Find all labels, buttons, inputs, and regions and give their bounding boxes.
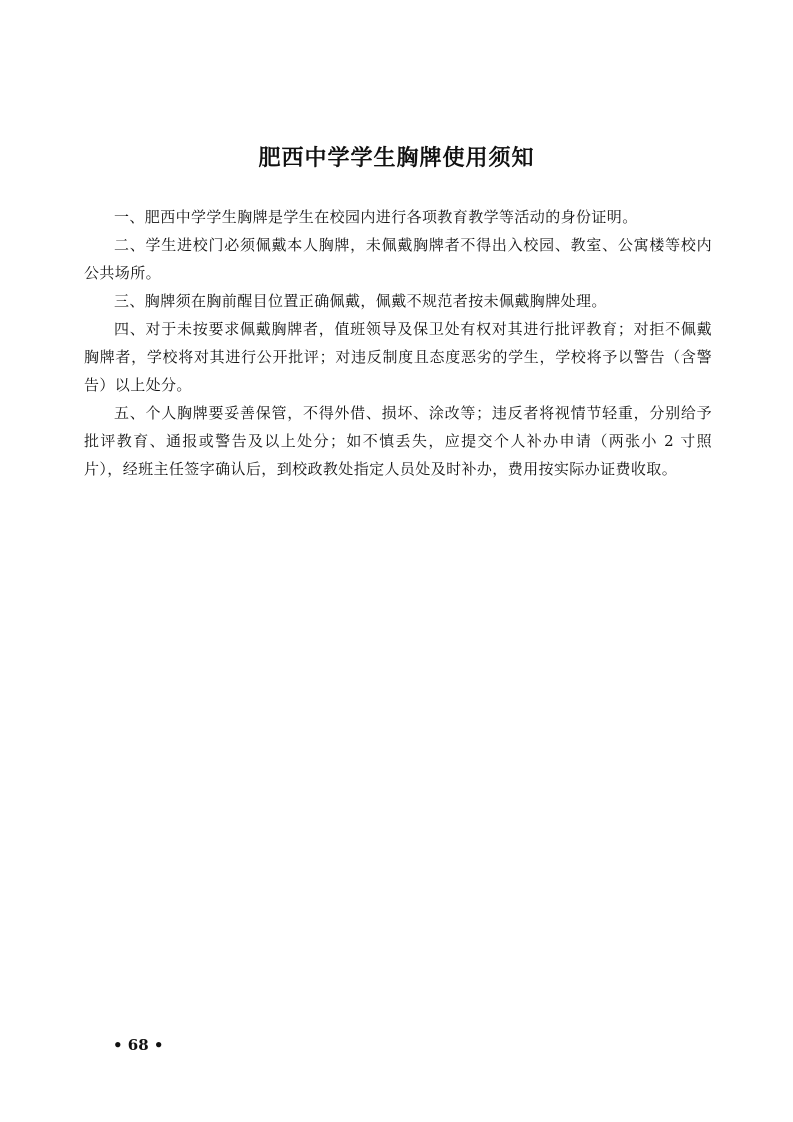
paragraph-3: 三、胸牌须在胸前醒目位置正确佩戴，佩戴不规范者按未佩戴胸牌处理。 bbox=[114, 292, 607, 310]
paragraph-2: 二、学生进校门必须佩戴本人胸牌，未佩戴胸牌者不得出入校园、教室、公寓楼等校内公共场所。 bbox=[84, 236, 712, 282]
paragraph-4: 四、对于未按要求佩戴胸牌者，值班领导及保卫处有权对其进行批评教育；对拒不佩戴胸牌者，学校将对其进行公开批评；对违反制度且态度恶劣的学生，学校将予以警告（含警告）以上处分。 bbox=[84, 320, 712, 394]
page-number: • 68 • bbox=[113, 1036, 164, 1054]
document-title: 肥西中学学生胸牌使用须知 bbox=[258, 145, 535, 171]
paragraph-5: 五、个人胸牌要妥善保管，不得外借、损坏、涂改等；违反者将视情节轻重，分别给予批评教育、通报或警告及以上处分；如不慎丢失，应提交个人补办申请（两张小 2 寸照片），经班主任签字确认后，到校政教处指定人员处及时补办，费用按实际办证费收取。 bbox=[84, 404, 712, 478]
document-body bbox=[84, 203, 712, 483]
paragraph-1: 一、肥西中学学生胸牌是学生在校园内进行各项教育教学等活动的身份证明。 bbox=[114, 208, 638, 226]
